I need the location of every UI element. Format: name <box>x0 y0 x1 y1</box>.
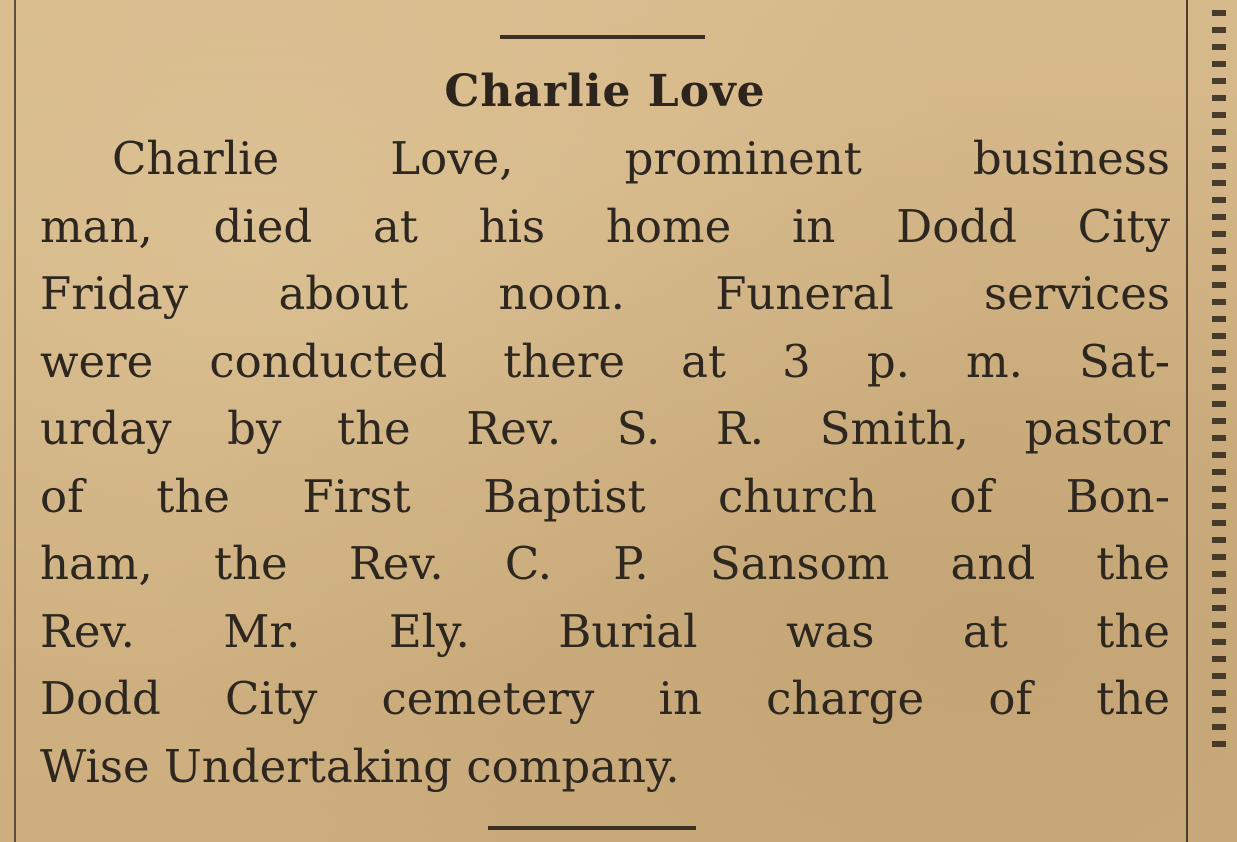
article-line: Wise Undertaking company. <box>40 739 680 793</box>
article-line: were conducted there at 3 p. m. Sat- <box>40 334 1170 388</box>
top-separator-rule <box>500 35 705 39</box>
adjacent-column-edge <box>1212 10 1226 750</box>
bottom-separator-rule <box>488 826 696 830</box>
article-line: urday by the Rev. S. R. Smith, pastor <box>40 402 1170 455</box>
article-line: Dodd City cemetery in charge of the <box>40 672 1170 725</box>
article-headline: Charlie Love <box>444 66 766 117</box>
article-line: of the First Baptist church of Bon- <box>40 469 1170 523</box>
right-column-rule <box>1186 0 1188 842</box>
article-line: man, died at his home in Dodd City <box>40 199 1170 253</box>
left-column-rule <box>14 0 16 842</box>
article-line: Charlie Love, prominent business <box>112 132 1170 185</box>
article-line: Rev. Mr. Ely. Burial was at the <box>40 604 1170 658</box>
article-line: Friday about noon. Funeral services <box>40 267 1170 320</box>
article-body <box>40 125 1170 800</box>
article-line: ham, the Rev. C. P. Sansom and the <box>40 537 1170 590</box>
